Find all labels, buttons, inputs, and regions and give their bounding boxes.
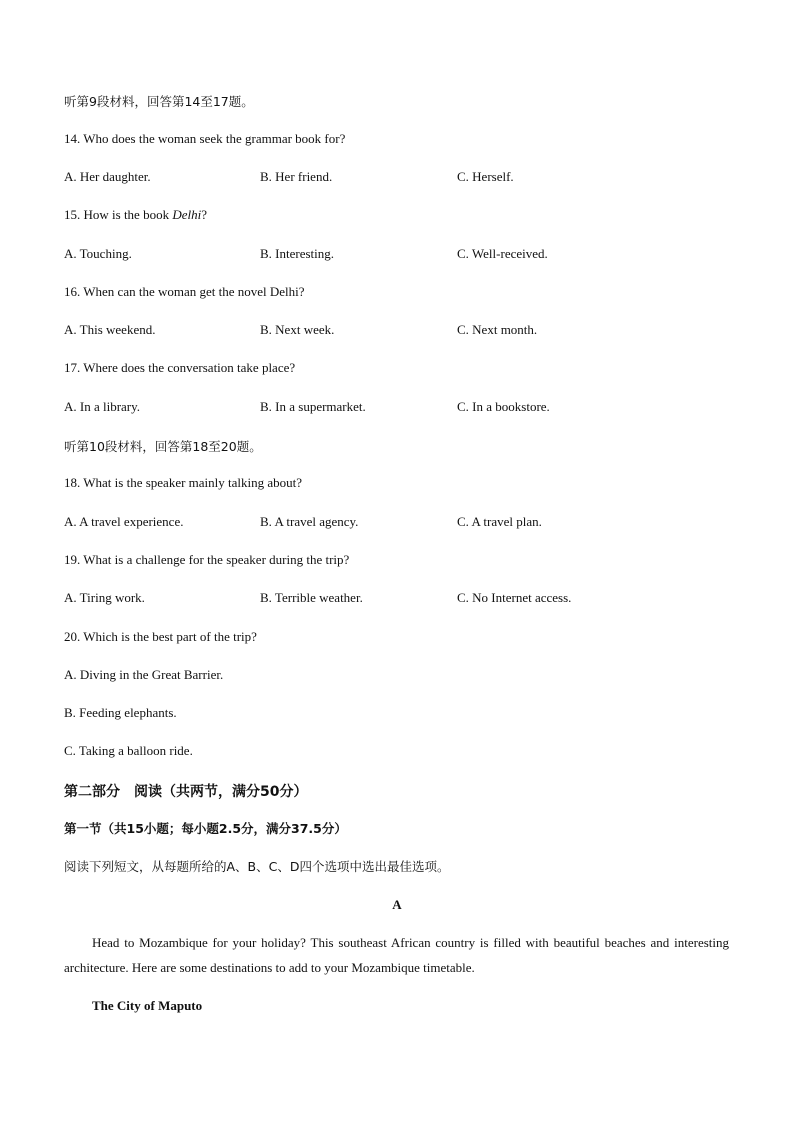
question-14-option-c: C. Herself. (457, 169, 514, 184)
question-15-book-title: Delhi (172, 207, 202, 222)
question-19-option-c: C. No Internet access. (457, 590, 572, 605)
question-18-option-c: C. A travel plan. (457, 514, 542, 529)
question-20-option-a: A. Diving in the Great Barrier. (64, 667, 224, 682)
listening-instruction-9: 听第9段材料，回答第14至17题。 (64, 94, 254, 109)
question-16-option-b: B. Next week. (260, 322, 335, 337)
question-18-option-b: B. A travel agency. (260, 514, 359, 529)
question-14-stem: 14. Who does the woman seek the grammar book for? (64, 131, 346, 146)
part-two-heading: 第二部分 阅读（共两节，满分50分） (64, 784, 308, 800)
reading-instruction: 阅读下列短文，从每题所给的A、B、C、D四个选项中选出最佳选项。 (64, 859, 450, 874)
question-17-option-a: A. In a library. (64, 399, 141, 414)
question-17-stem: 17. Where does the conversation take place? (64, 360, 296, 375)
question-17-option-b: B. In a supermarket. (260, 399, 366, 414)
question-19-option-a: A. Tiring work. (64, 590, 145, 605)
passage-subtitle: The City of Maputo (92, 998, 203, 1013)
question-15-stem-pre: 15. How is the book (64, 207, 173, 222)
section-one-heading: 第一节（共15小题；每小题2.5分，满分37.5分） (64, 821, 347, 836)
question-15-option-b: B. Interesting. (260, 246, 335, 261)
question-15-stem (64, 207, 207, 223)
question-20-option-b: B. Feeding elephants. (64, 705, 177, 720)
question-18-option-a: A. A travel experience. (64, 514, 184, 529)
question-17-option-c: C. In a bookstore. (457, 399, 550, 414)
passage-letter: A (392, 897, 402, 912)
question-18-stem: 18. What is the speaker mainly talking about? (64, 475, 303, 490)
listening-instruction-10: 听第10段材料，回答第18至20题。 (64, 439, 262, 454)
question-15-stem-post: ? (201, 207, 208, 222)
passage-intro-paragraph: Head to Mozambique for your holiday? This southeast African country is filled with beautiful beaches and interesting architecture. Here are some destinations to add to your Mozambique timetable. (64, 935, 729, 975)
question-20-stem: 20. Which is the best part of the trip? (64, 629, 257, 644)
question-19-option-b: B. Terrible weather. (260, 590, 363, 605)
question-16-stem: 16. When can the woman get the novel Delhi? (64, 284, 305, 299)
question-15-option-c: C. Well-received. (457, 246, 548, 261)
question-16-option-c: C. Next month. (457, 322, 538, 337)
question-19-stem: 19. What is a challenge for the speaker during the trip? (64, 552, 350, 567)
question-20-option-c: C. Taking a balloon ride. (64, 743, 193, 758)
question-16-option-a: A. This weekend. (64, 322, 156, 337)
question-14-option-b: B. Her friend. (260, 169, 333, 184)
question-14-option-a: A. Her daughter. (64, 169, 151, 184)
question-15-option-a: A. Touching. (64, 246, 132, 261)
